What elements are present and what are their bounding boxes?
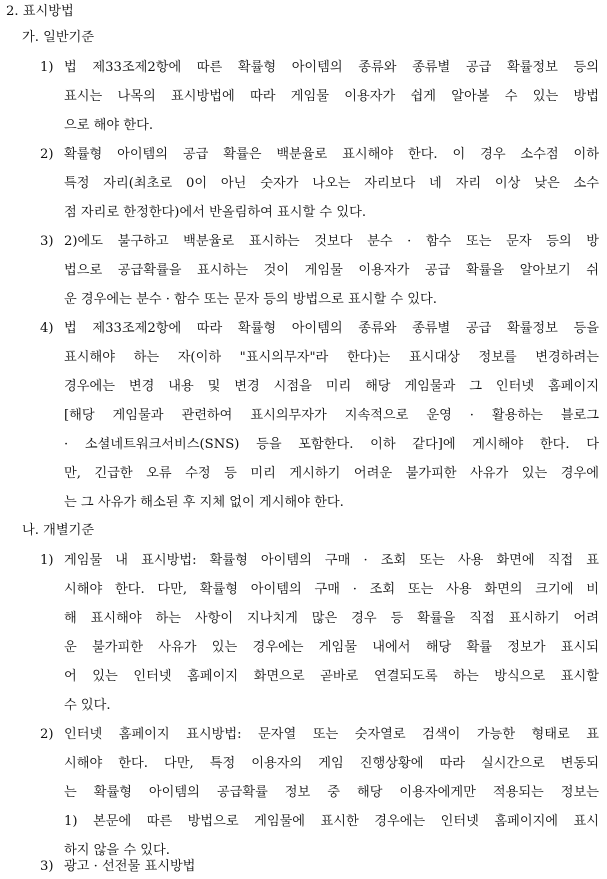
item-line: 경우에는 변경 내용 및 변경 시점을 미리 해당 게임물과 그 인터넷 홈페이지 [64, 379, 599, 394]
item-line: 게임물 내 표시방법: 확률형 아이템의 구매 · 조회 또는 사용 화면에 직접 표 [64, 553, 599, 568]
item-number: 1) [40, 60, 54, 75]
item-line: 어 있는 인터넷 홈페이지 화면으로 곧바로 연결되도록 하는 방식으로 표시할 [64, 669, 599, 684]
item-line: 운 불가피한 사유가 있는 경우에는 게임물 내에서 해당 확률 정보가 표시되 [64, 640, 599, 655]
item-line: 는 확률형 아이템의 공급확률 정보 중 해당 이용자에게만 적용되는 정보는 [64, 785, 599, 800]
subsection-title-general: 가. 일반기준 [22, 30, 95, 45]
item-line: 운 경우에는 분수 · 함수 또는 문자 등의 방법으로 표시할 수 있다. [64, 292, 437, 307]
item-line: 인터넷 홈페이지 표시방법: 문자열 또는 숫자열로 검색이 가능한 형태로 표 [64, 727, 599, 742]
item-line: 법 제33조제2항에 따른 확률형 아이템의 종류와 종류별 공급 확률정보 등의 [64, 60, 599, 75]
item-line: 하지 않을 수 있다. [64, 843, 170, 858]
item-line: 법으로 공급확률을 표시하는 것이 게임물 이용자가 공급 확률을 알아보기 쉬 [64, 263, 599, 278]
item-line: 법 제33조제2항에 따라 확률형 아이템의 종류와 종류별 공급 확률정보 등을 [64, 321, 599, 336]
item-line: [해당 게임물과 관련하여 표시의무자가 지속적으로 운영 · 활용하는 블로그 [64, 408, 599, 423]
item-line: 시해야 한다. 다만, 특정 이용자의 게임 진행상황에 따라 실시간으로 변동되 [64, 756, 599, 771]
item-line: 표시해야 하는 자(이하 "표시의무자"라 한다)는 표시대상 정보를 변경하려는 [64, 350, 599, 365]
item-line: 표시는 나목의 표시방법에 따라 게임물 이용자가 쉽게 알아볼 수 있는 방법 [64, 89, 599, 104]
item-line: 수 있다. [64, 698, 111, 713]
item-line: 확률형 아이템의 공급 확률은 백분율로 표시해야 한다. 이 경우 소수점 이하 [64, 147, 599, 162]
item-line: 광고 · 선전물 표시방법 [64, 859, 196, 874]
item-line: 특정 자리(최초로 0이 아닌 숫자가 나오는 자리보다 네 자리 이상 낮은 소수 [64, 176, 599, 191]
item-number: 3) [40, 859, 54, 874]
item-line: 시해야 한다. 다만, 확률형 아이템의 구매 · 조회 또는 사용 화면의 크기에 비 [64, 582, 599, 597]
item-line: 으로 해야 한다. [64, 118, 154, 133]
item-number: 4) [40, 321, 54, 336]
item-number: 2) [40, 727, 54, 742]
item-line: 만, 긴급한 오류 수정 등 미리 게시하기 어려운 불가피한 사유가 있는 경우에 [64, 466, 599, 481]
item-line: 는 그 사유가 해소된 후 지체 없이 게시해야 한다. [64, 495, 344, 510]
item-line: 점 자리로 한정한다)에서 반올림하여 표시할 수 있다. [64, 205, 367, 220]
section-heading: 2. 표시방법 [6, 4, 74, 19]
item-number: 1) [40, 553, 54, 568]
item-line: 1) 본문에 따른 방법으로 게임물에 표시한 경우에는 인터넷 홈페이지에 표시 [64, 814, 599, 829]
item-number: 3) [40, 234, 54, 249]
subsection-title-specific: 나. 개별기준 [22, 523, 95, 538]
item-number: 2) [40, 147, 54, 162]
item-line: 2)에도 불구하고 백분율로 표시하는 것보다 분수 · 함수 또는 문자 등의 방 [64, 234, 599, 249]
item-line: 해 표시해야 하는 사항이 지나치게 많은 경우 등 확률을 직접 표시하기 어려 [64, 611, 599, 626]
item-line: · 소셜네트워크서비스(SNS) 등을 포함한다. 이하 같다]에 게시해야 한다. 다 [64, 437, 599, 452]
